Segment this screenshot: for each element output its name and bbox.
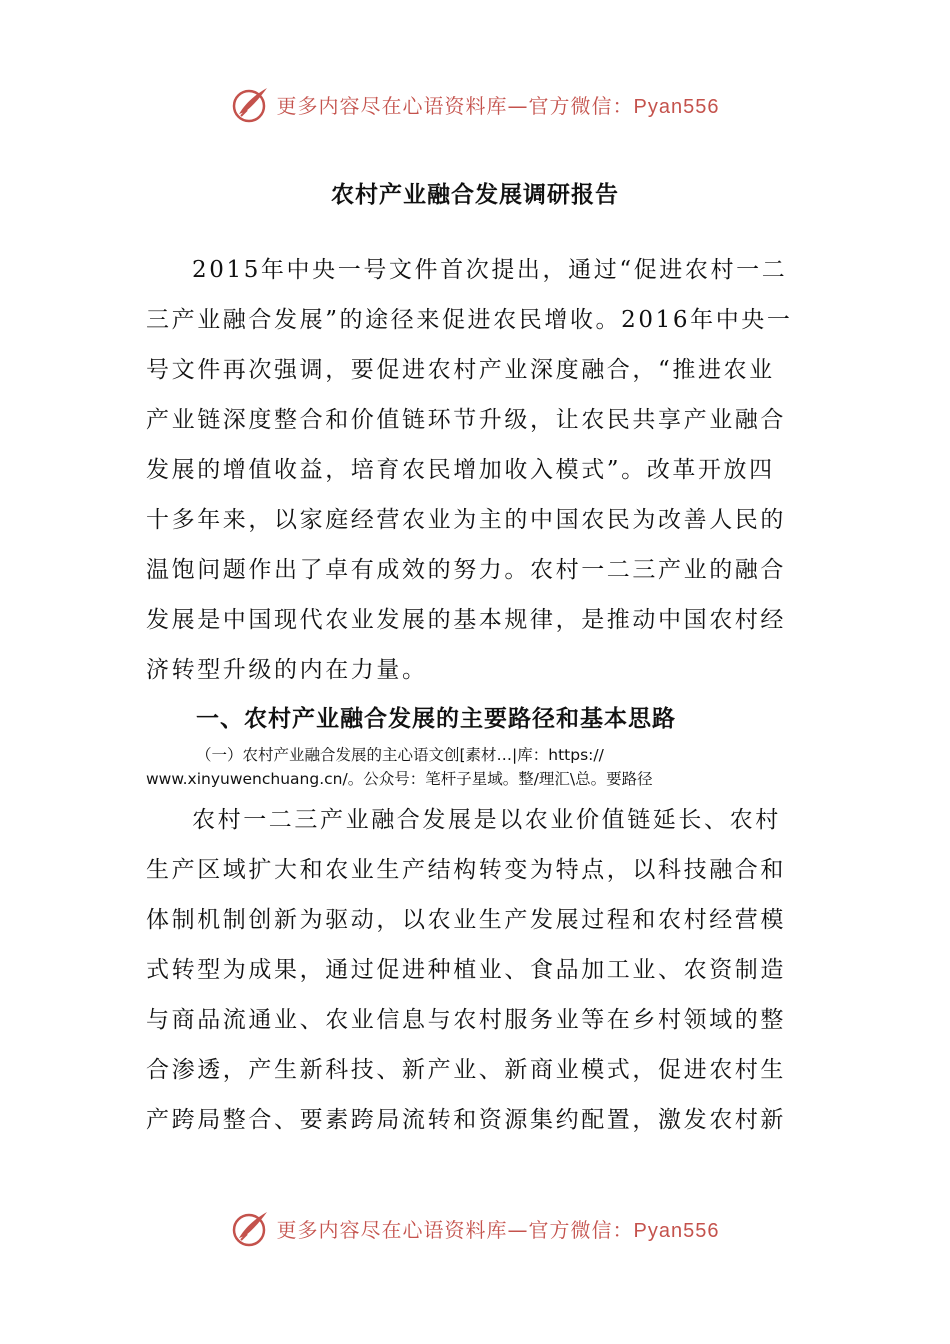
- paragraph-line: 十多年来，以家庭经营农业为主的中国农民为改善人民的: [146, 507, 786, 533]
- paragraph-line: 三产业融合发展”的途径来促进农民增收。2016年中央一: [146, 307, 793, 333]
- document-title: 农村产业融合发展调研报告: [331, 181, 619, 208]
- paragraph-line: 发展是中国现代农业发展的基本规律，是推动中国农村经: [146, 607, 786, 633]
- paragraph-line: 产业链深度整合和价值链环节升级，让农民共享产业融合: [146, 407, 786, 433]
- subsection-note-line: www.xinyuwenchuang.cn/。公众号：笔杆子星域。整/理汇\总。要路径: [146, 770, 653, 788]
- watermark-text: 更多内容尽在心语资料库—官方微信：Pyan556: [276, 1217, 720, 1242]
- paragraph-line: 号文件再次强调，要促进农村产业深度融合，“推进农业: [146, 357, 775, 383]
- body-paragraph: [146, 795, 791, 1145]
- quill-pen-logo-icon: [231, 1208, 271, 1248]
- paragraph-line: 式转型为成果，通过促进种植业、食品加工业、农资制造: [146, 957, 786, 983]
- watermark-banner-top: [0, 82, 950, 126]
- paragraph-line: 2015年中央一号文件首次提出，通过“促进农村一二: [192, 257, 788, 283]
- paragraph-line: 发展的增值收益，培育农民增加收入模式”。改革开放四: [146, 457, 775, 483]
- watermark-text: 更多内容尽在心语资料库—官方微信：Pyan556: [276, 93, 720, 118]
- paragraph-line: 产跨局整合、要素跨局流转和资源集约配置，激发农村新: [146, 1107, 786, 1133]
- paragraph-line: 与商品流通业、农业信息与农村服务业等在乡村领域的整: [146, 1007, 786, 1033]
- watermark-banner-bottom: [0, 1206, 950, 1250]
- paragraph-line: 济转型升级的内在力量。: [146, 657, 428, 683]
- section-heading: 一、农村产业融合发展的主要路径和基本思路: [196, 705, 676, 732]
- paragraph-line: 温饱问题作出了卓有成效的努力。农村一二三产业的融合: [146, 557, 786, 583]
- paragraph-line: 农村一二三产业融合发展是以农业价值链延长、农村: [192, 807, 781, 833]
- intro-paragraph: [146, 245, 791, 695]
- quill-pen-logo-icon: [231, 84, 271, 124]
- paragraph-line: 生产区域扩大和农业生产结构转变为特点，以科技融合和: [146, 857, 786, 883]
- subsection-note-line: （一）农村产业融合发展的主心语文创[素材…|库：https://: [196, 746, 604, 764]
- subsection-note: [146, 743, 796, 791]
- paragraph-line: 体制机制创新为驱动，以农业生产发展过程和农村经营模: [146, 907, 786, 933]
- paragraph-line: 合渗透，产生新科技、新产业、新商业模式，促进农村生: [146, 1057, 786, 1083]
